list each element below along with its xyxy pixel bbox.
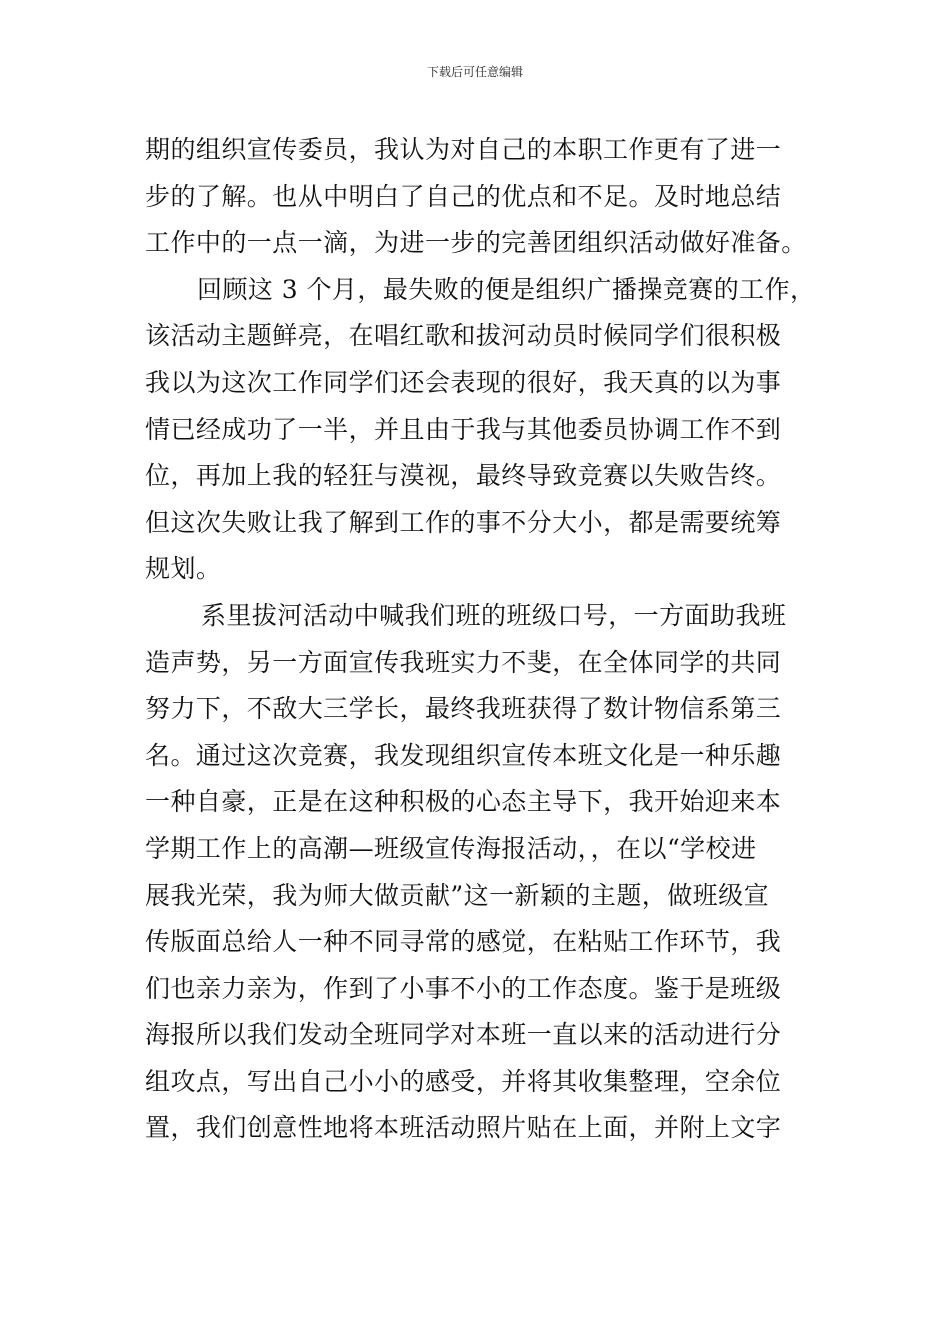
text-line: 工作中的一点一滴，为进一步的完善团组织活动做好准备。	[145, 228, 807, 258]
text-line: 学期工作上的高潮—班级宣传海报活动，，在以“学校进	[145, 833, 757, 863]
text-line: 我以为这次工作同学们还会表现的很好，我天真的以为事	[145, 367, 782, 397]
document-body	[145, 127, 816, 1152]
text-line: 努力下，不敌大三学长，最终我班获得了数计物信系第三	[145, 694, 782, 724]
text-line: 置，我们创意性地将本班活动照片贴在上面，并附上文字	[145, 1113, 782, 1143]
text-line: 情已经成功了一半，并且由于我与其他委员协调工作不到	[145, 414, 782, 444]
text-line: 名。通过这次竞赛，我发现组织宣传本班文化是一种乐趣	[145, 740, 782, 770]
text-line: 步的了解。也从中明白了自己的优点和不足。及时地总结	[145, 181, 782, 211]
text-line: 回顾这 3 个月，最失败的便是组织广播操竞赛的工作，	[197, 274, 816, 304]
text-line: 传版面总给人一种不同寻常的感觉，在粘贴工作环节，我	[145, 927, 782, 957]
text-line: 该活动主题鲜亮，在唱红歌和拔河动员时候同学们很积极	[145, 321, 782, 351]
text-line: 造声势，另一方面宣传我班实力不斐，在全体同学的共同	[145, 647, 782, 677]
text-line: 组攻点，写出自己小小的感受，并将其收集整理，空余位	[145, 1066, 782, 1096]
text-line: 海报所以我们发动全班同学对本班一直以来的活动进行分	[145, 1020, 782, 1050]
text-line: 系里拔河活动中喊我们班的班级口号，一方面助我班	[201, 600, 787, 630]
page-header-caption: 下载后可任意编辑	[426, 65, 523, 79]
text-line: 一种自豪，正是在这种积极的心态主导下，我开始迎来本	[145, 787, 782, 817]
text-line: 期的组织宣传委员，我认为对自己的本职工作更有了进一	[145, 135, 782, 164]
text-line: 但这次失败让我了解到工作的事不分大小，都是需要统筹	[145, 507, 782, 537]
text-line: 们也亲力亲为，作到了小事不小的工作态度。鉴于是班级	[145, 973, 782, 1003]
text-line: 规划。	[145, 554, 222, 584]
text-line: 位，再加上我的轻狂与漠视，最终导致竞赛以失败告终。	[145, 461, 782, 491]
text-line: 展我光荣，我为师大做贡献”这一新颖的主题，做班级宣	[145, 880, 770, 910]
